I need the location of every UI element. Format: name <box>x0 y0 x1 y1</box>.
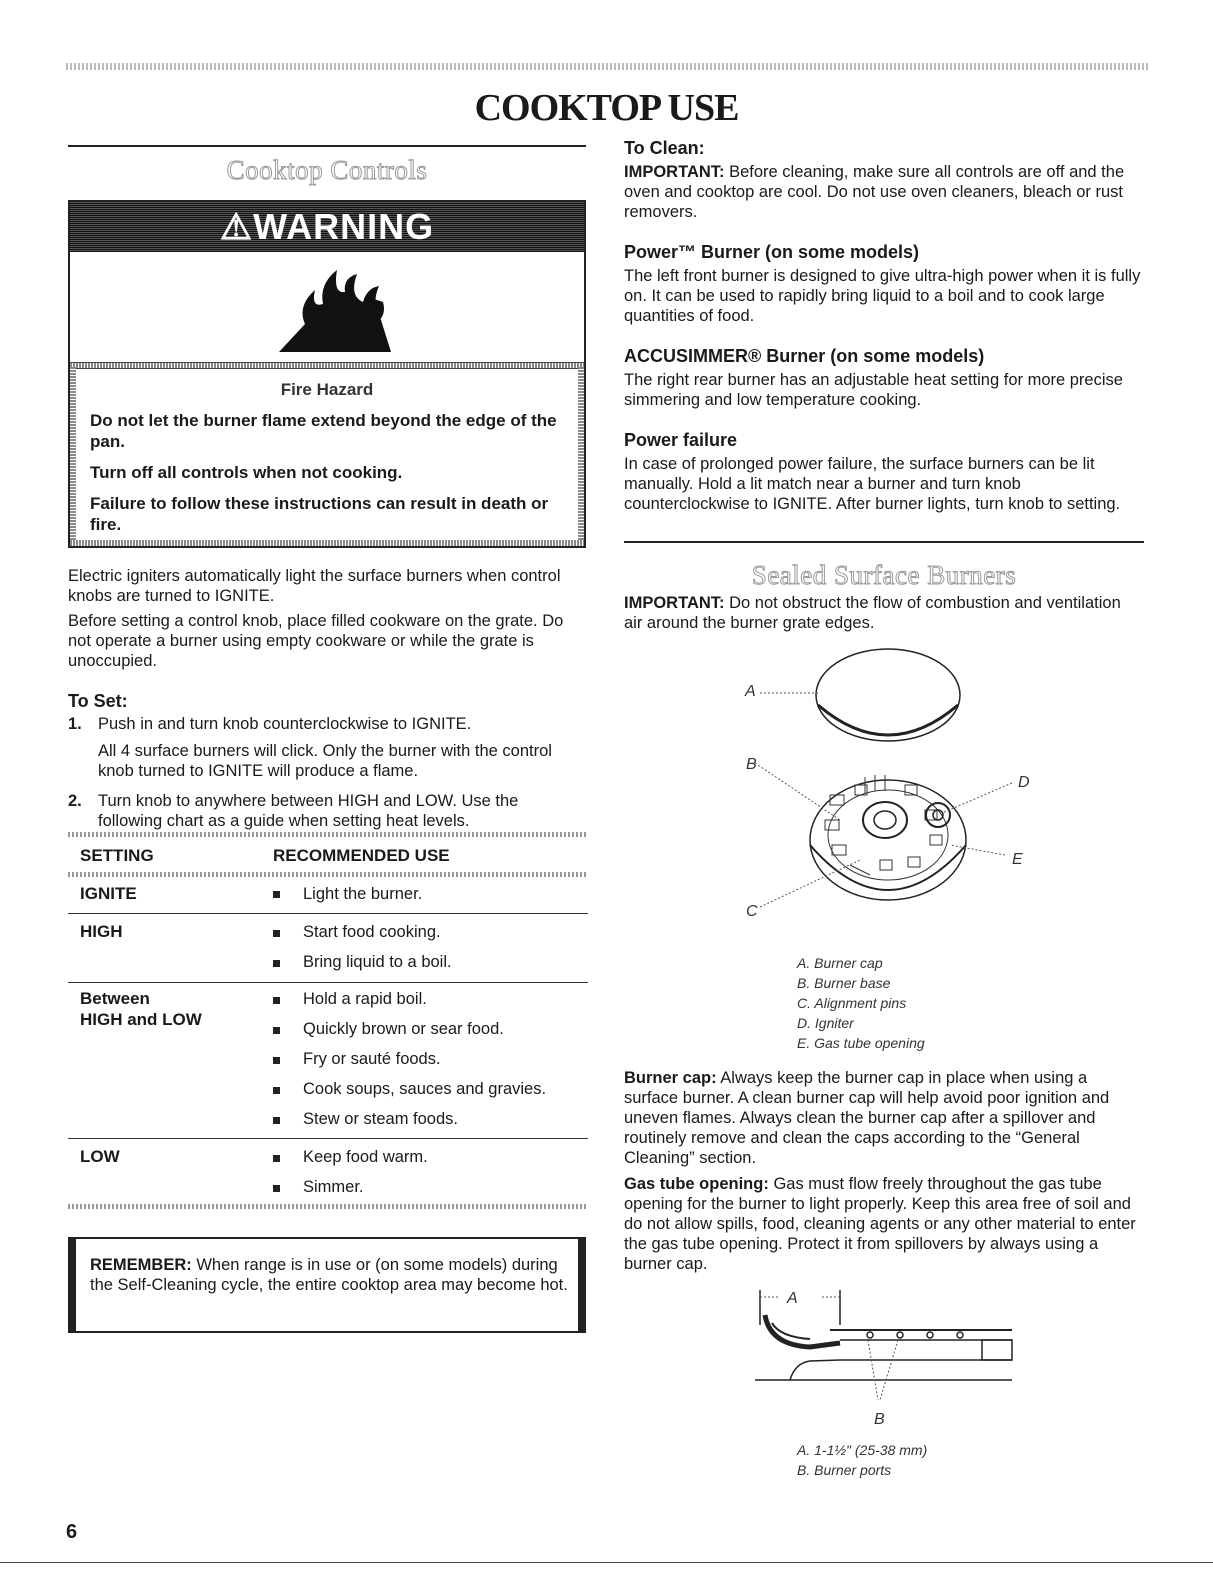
diagram-caption: E. Gas tube opening <box>797 1035 925 1051</box>
table-row-rule <box>68 913 588 914</box>
bullet-icon <box>273 1117 280 1124</box>
step-1-text: Push in and turn knob counterclockwise to IGNITE. <box>98 715 472 733</box>
section-heading-cooktop-controls: Cooktop Controls <box>226 155 428 185</box>
sealed-important-text: Do not obstruct the flow of combustion and ventilation air around the burner grate edges. <box>624 594 1121 632</box>
table-row-setting-line-2: HIGH and LOW <box>80 1010 202 1029</box>
table-row-setting: IGNITE <box>80 884 137 903</box>
bullet-icon <box>273 997 280 1004</box>
sealed-important-paragraph <box>624 593 1124 633</box>
table-row-use: Light the burner. <box>303 885 423 903</box>
table-header-setting: SETTING <box>80 846 154 865</box>
warning-separator <box>70 362 584 369</box>
diagram-label-d: D <box>1018 774 1030 791</box>
warning-banner: ⚠WARNING <box>70 202 584 252</box>
section-heading-sealed-surface-burners: Sealed Surface Burners <box>751 560 1017 590</box>
important-label: IMPORTANT: <box>624 163 725 181</box>
warning-line-3: Failure to follow these instructions can result in death or fire. <box>90 494 549 534</box>
table-row-use: Cook soups, sauces and gravies. <box>303 1080 547 1098</box>
table-row-use: Simmer. <box>303 1178 364 1196</box>
table-row-rule <box>68 982 588 983</box>
diagram-label-a: A <box>745 683 756 700</box>
section-rule <box>624 541 1144 543</box>
bullet-icon <box>273 1185 280 1192</box>
bullet-icon <box>273 1057 280 1064</box>
bullet-icon <box>273 1027 280 1034</box>
burner-cap-paragraph <box>624 1068 1144 1168</box>
hazard-title: Fire Hazard <box>280 380 374 399</box>
diagram-label-b: B <box>746 756 757 773</box>
power-burner-heading: Power™ Burner (on some models) <box>624 242 920 262</box>
diagram2-caption: A. 1-1½" (25-38 mm) <box>797 1442 928 1458</box>
burner-cap-label: Burner cap: <box>624 1069 717 1087</box>
diagram-label-c: C <box>746 903 758 920</box>
diagram-label-e: E <box>1012 851 1023 868</box>
bullet-icon <box>273 1087 280 1094</box>
step-2-text: Turn knob to anywhere between HIGH and LOW. Use the following chart as a guide when setting heat levels. <box>98 792 519 830</box>
diagram2-caption: B. Burner ports <box>797 1462 892 1478</box>
table-row-use: Quickly brown or sear food. <box>303 1020 504 1038</box>
remember-text: When range is in use or (on some models) during the Self-Cleaning cycle, the entire cooktop area may become hot. <box>90 1256 568 1294</box>
table-row-use: Bring liquid to a boil. <box>303 953 452 971</box>
table-row-setting: LOW <box>80 1147 120 1166</box>
table-row-use: Hold a rapid boil. <box>303 990 427 1008</box>
page-number: 6 <box>66 1521 78 1543</box>
to-clean-heading: To Clean: <box>624 138 705 158</box>
accusimmer-text: The right rear burner has an adjustable heat setting for more precise simmering and low temperature cooking. <box>624 371 1123 409</box>
table-row-use: Fry or sauté foods. <box>303 1050 441 1068</box>
power-failure-heading: Power failure <box>624 430 738 450</box>
warning-line-1: Do not let the burner flame extend beyond the edge of the pan. <box>90 411 557 451</box>
power-burner-text: The left front burner is designed to give ultra-high power when it is fully on. It can be used to rapidly bring liquid to a boil and to cook large quantities of food. <box>624 267 1141 325</box>
warning-triangle-icon: ⚠ <box>219 206 254 247</box>
table-row-rule <box>68 1138 588 1139</box>
step-1-number: 1. <box>68 715 82 733</box>
remember-label: REMEMBER: <box>90 1256 192 1274</box>
bottom-rule <box>0 1562 1213 1563</box>
bullet-icon <box>273 930 280 937</box>
gas-tube-paragraph <box>624 1174 1144 1274</box>
burner-cap-text: Always keep the burner cap in place when using a surface burner. A clean burner cap will help avoid poor ignition and uneven flames. Always clean the burner cap after a spillover and routinely remove and clean the caps according to the “General Cleaning” section. <box>624 1069 1110 1167</box>
bullet-icon <box>273 960 280 967</box>
intro-paragraph-2: Before setting a control knob, place filled cookware on the grate. Do not operate a burner using empty cookware or while the grate is unoccupied. <box>68 612 564 670</box>
page-title: COOKTOP USE <box>474 87 739 129</box>
diagram-caption: A. Burner cap <box>797 955 883 971</box>
power-failure-text: In case of prolonged power failure, the surface burners can be lit manually. Hold a lit match near a burner and turn knob counterclockwise to IGNITE. After burner lights, turn knob to setting. <box>624 455 1121 513</box>
gas-tube-text: Gas must flow freely throughout the gas tube opening for the burner to light properly. Keep this area free of soil and do not allow spills, food, cleaning agents or any other material to enter the gas tube opening. Protect it from spillovers by always using a burner cap. <box>624 1175 1136 1273</box>
to-clean-paragraph <box>624 162 1144 222</box>
table-header-rule <box>68 872 588 877</box>
step-1-note: All 4 surface burners will click. Only the burner with the control knob turned to IGNITE will produce a flame. <box>98 742 552 780</box>
table-top-rule <box>68 832 588 837</box>
section-rule <box>68 145 586 147</box>
table-row-use: Start food cooking. <box>303 923 441 941</box>
burner-exploded-diagram <box>730 645 1040 950</box>
table-row-use: Keep food warm. <box>303 1148 428 1166</box>
to-clean-text: Before cleaning, make sure all controls are off and the oven and cooktop are cool. Do not use oven cleaners, bleach or rust removers. <box>624 163 1125 221</box>
diagram-caption: D. Igniter <box>797 1015 854 1031</box>
diagram2-label-b: B <box>874 1411 885 1428</box>
intro-paragraph-1: Electric igniters automatically light the surface burners when control knobs are turned to IGNITE. <box>68 567 561 605</box>
diagram-caption: B. Burner base <box>797 975 891 991</box>
table-row-setting: HIGH <box>80 922 123 941</box>
table-row-use: Stew or steam foods. <box>303 1110 458 1128</box>
remember-box <box>68 1237 586 1333</box>
important-label: IMPORTANT: <box>624 594 725 612</box>
bullet-icon <box>273 1155 280 1162</box>
diagram2-label-a: A <box>787 1290 798 1307</box>
table-header-recommended-use: RECOMMENDED USE <box>273 846 450 865</box>
accusimmer-heading: ACCUSIMMER® Burner (on some models) <box>624 346 985 366</box>
warning-line-2: Turn off all controls when not cooking. <box>90 463 403 482</box>
warning-border-bottom <box>70 540 584 546</box>
to-set-heading: To Set: <box>68 691 128 711</box>
diagram-caption: C. Alignment pins <box>797 995 907 1011</box>
table-row-setting: Between <box>80 989 150 1008</box>
remember-text-block <box>90 1255 570 1295</box>
bullet-icon <box>273 891 280 898</box>
warning-box <box>68 200 586 548</box>
top-dotted-bar <box>66 63 1148 70</box>
table-bottom-rule <box>68 1204 588 1209</box>
fire-icon <box>275 264 395 356</box>
step-2-number: 2. <box>68 792 82 810</box>
gas-tube-label: Gas tube opening: <box>624 1175 769 1193</box>
